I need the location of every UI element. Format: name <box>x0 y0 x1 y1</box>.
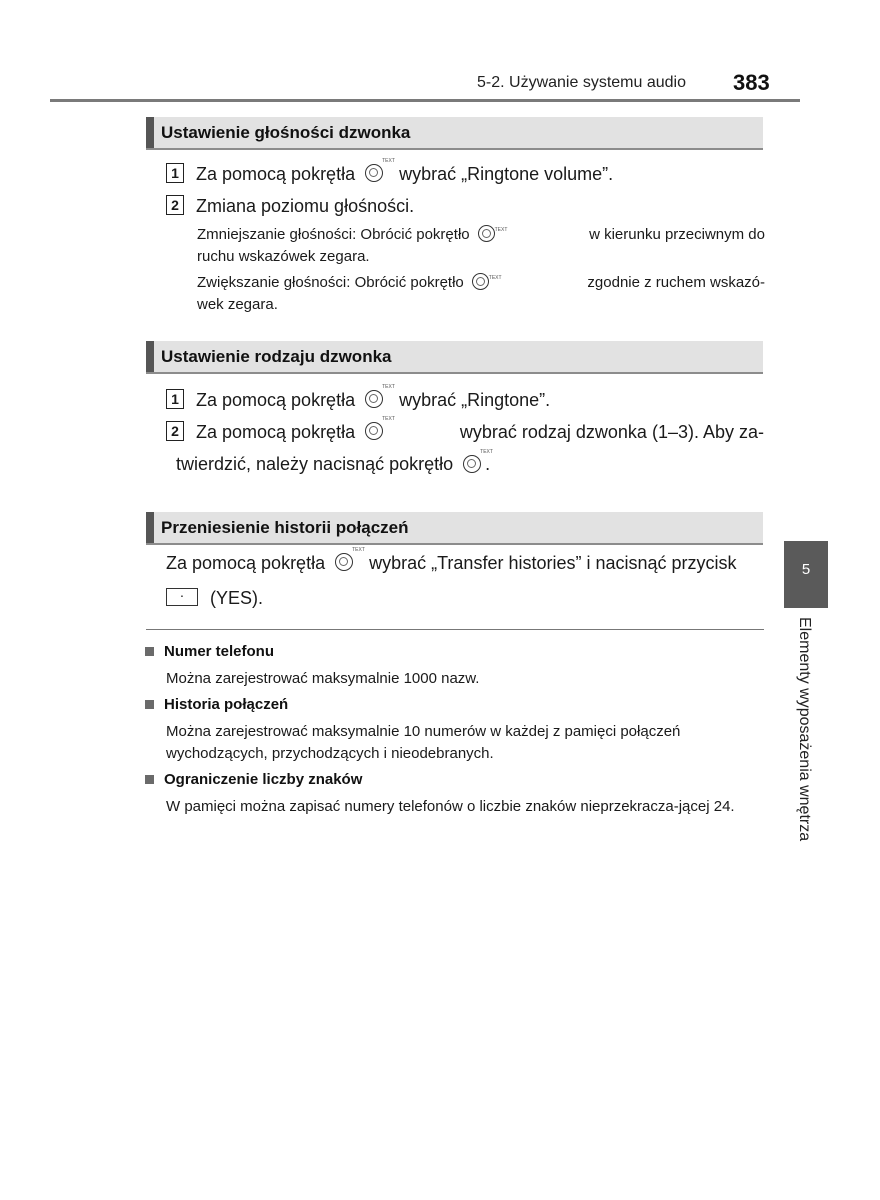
section-heading-tab <box>146 341 154 372</box>
note-title: Numer telefonu <box>164 643 275 660</box>
square-bullet-icon <box>145 647 154 656</box>
tune-knob-icon: TEXT <box>472 273 489 290</box>
note-heading <box>145 696 288 713</box>
step-2-ringtone-type <box>166 416 764 475</box>
chapter-number: 5 <box>801 561 811 578</box>
instruction-text: Za pomocą pokrętła <box>166 553 326 573</box>
yes-button-line <box>166 588 263 609</box>
step-1-ringtone-volume <box>166 158 614 185</box>
section-heading-ringtone-volume <box>146 117 763 150</box>
step-text: Za pomocą pokrętła <box>196 390 356 410</box>
chapter-title: Elementy wyposażenia wnętrza <box>796 617 813 842</box>
step-number: 1 <box>166 389 184 409</box>
instruction-text: Zwiększanie głośności: Obrócić pokrętło <box>197 274 464 291</box>
yes-button-icon: · <box>166 588 198 606</box>
note-heading <box>145 643 274 660</box>
step-text: Za pomocą pokrętła <box>196 164 356 184</box>
instruction-text: w kierunku przeciwnym do <box>589 226 765 243</box>
tune-knob-icon: TEXT <box>365 422 383 440</box>
note-heading <box>145 771 362 788</box>
step-number: 1 <box>166 163 184 183</box>
note-title: Ograniczenie liczby znaków <box>164 771 363 788</box>
square-bullet-icon <box>145 775 154 784</box>
header-rule <box>50 99 800 102</box>
section-heading-ringtone-type <box>146 341 763 374</box>
notes-divider <box>146 629 764 630</box>
volume-decrease-instruction <box>197 224 765 268</box>
instruction-text: Zmniejszanie głośności: Obrócić pokrętło <box>197 226 470 243</box>
note-title: Historia połączeń <box>164 696 289 713</box>
tune-knob-icon: TEXT <box>365 164 383 182</box>
tune-knob-icon: TEXT <box>463 455 481 473</box>
running-header-section: 5-2. Używanie systemu audio <box>477 74 686 91</box>
step-number: 2 <box>166 421 184 441</box>
section-title: Przeniesienie historii połączeń <box>161 518 409 537</box>
tune-knob-icon: TEXT <box>478 225 495 242</box>
volume-increase-instruction <box>197 272 765 316</box>
section-heading-tab <box>146 117 154 148</box>
step-text: wybrać „Ringtone”. <box>399 390 551 410</box>
note-body: Można zarejestrować maksymalnie 1000 nazw. <box>166 670 480 687</box>
tune-knob-icon: TEXT <box>365 390 383 408</box>
section-heading-transfer-histories <box>146 512 763 545</box>
step-text: . <box>485 454 491 475</box>
step-text: twierdzić, należy nacisnąć pokrętło <box>176 454 454 475</box>
page-number: 383 <box>733 70 770 95</box>
section-title: Ustawienie głośności dzwonka <box>161 123 411 142</box>
step-text: Zmiana poziomu głośności. <box>196 196 415 216</box>
instruction-text: wybrać „Transfer histories” i nacisnąć przycisk <box>369 553 737 573</box>
step-2-volume-level <box>166 196 414 217</box>
step-text: wybrać „Ringtone volume”. <box>399 164 614 184</box>
instruction-text: wek zegara. <box>197 296 278 313</box>
chapter-tab <box>784 541 828 608</box>
section-title: Ustawienie rodzaju dzwonka <box>161 347 392 366</box>
step-text: wybrać rodzaj dzwonka (1–3). Aby za- <box>459 422 764 442</box>
tune-knob-icon: TEXT <box>335 553 353 571</box>
step-1-ringtone <box>166 384 551 411</box>
transfer-histories-instruction <box>166 547 737 574</box>
step-text: Za pomocą pokrętła <box>196 422 356 442</box>
section-heading-tab <box>146 512 154 543</box>
note-body: W pamięci można zapisać numery telefonów o liczbie znaków nieprzekracza-jącej 24. <box>166 798 735 815</box>
note-body: Można zarejestrować maksymalnie 10 numerów w każdej z pamięci połączeń wychodzących, przychodzących i nieodebranych. <box>166 723 681 762</box>
instruction-text: zgodnie z ruchem wskazó- <box>587 274 765 291</box>
instruction-text: ruchu wskazówek zegara. <box>197 248 370 265</box>
step-number: 2 <box>166 195 184 215</box>
square-bullet-icon <box>145 700 154 709</box>
instruction-text: (YES). <box>210 588 264 608</box>
